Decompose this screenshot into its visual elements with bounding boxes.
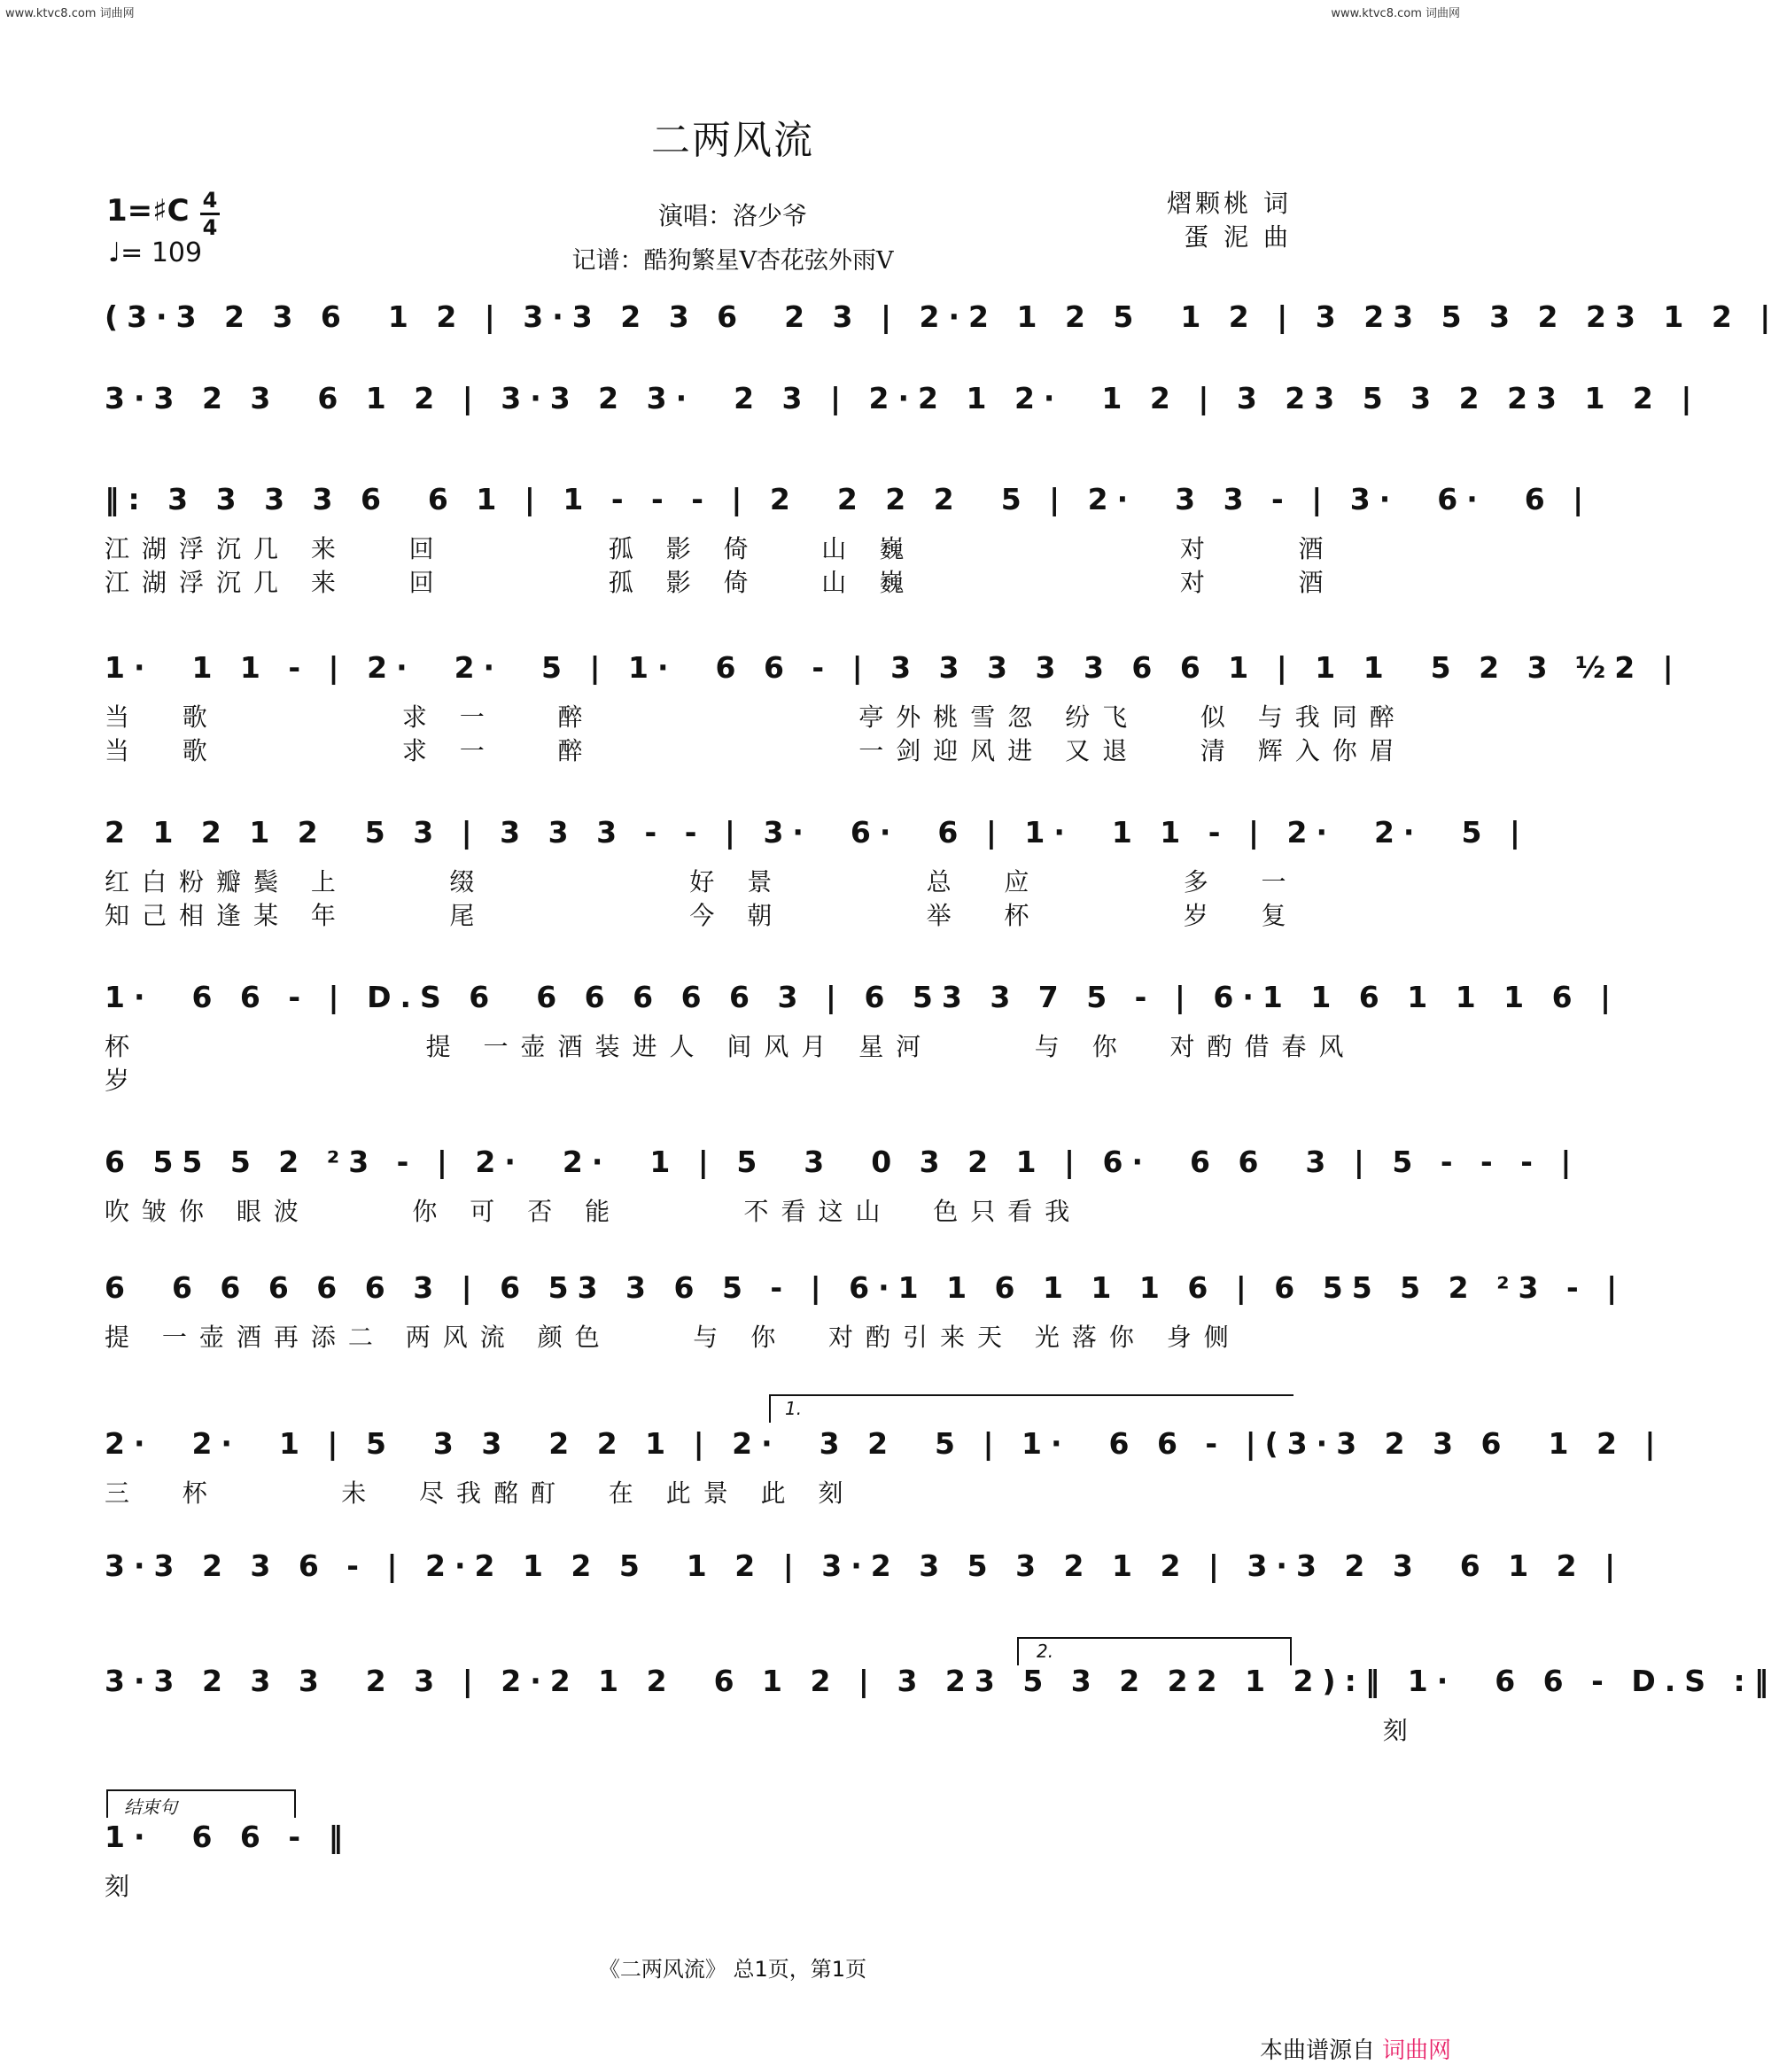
time-numerator: 4 [202, 188, 218, 213]
notation-line: 6 55 5 2 ²3 - | 2· 2· 1 | 5 3 0 3 2 1 | 6· 6 6 3 | 5 - - - | [105, 1145, 1581, 1179]
singer-credit: 演唱：洛少爷 [657, 201, 807, 230]
notation-line: 6 6 6 6 6 6 3 | 6 53 3 6 5 - | 6·1 1 6 1 1 1 6 | 6 55 5 2 ²3 - | [105, 1270, 1627, 1305]
score-row-12 [105, 1820, 1292, 1901]
lyric-line-1: 刻 [105, 1872, 143, 1901]
lyric-line-1: 杯 提 一壶酒装进人 间风月 星河 与 你 对酌借春风 [105, 1032, 1356, 1061]
notation-line: ‖: 3 3 3 3 6 6 1 | 1 - - - | 2 2 2 2 5 | 2· 3 3 - | 3· 6· 6 | [105, 482, 1593, 516]
notation-line: (3·3 2 3 6 1 2 | 3·3 2 3 6 2 3 | 2·2 1 2 5 1 2 | 3 23 5 3 2 23 1 2 | [105, 299, 1779, 334]
score-row-9 [105, 1426, 1665, 1508]
notation-line: 3·3 2 3 3 2 3 | 2·2 1 2 6 1 2 | 3 23 5 3 2 22 1 2):‖ 1· 6 6 - D.S :‖ [105, 1664, 1778, 1698]
composer-credit: 蛋 泥 曲 [1184, 222, 1292, 252]
second-ending-bracket [1017, 1637, 1292, 1665]
source-brand[interactable]: 词曲网 [1381, 2037, 1451, 2064]
lyric-line-1: 吹皱你 眼波 你 可 否 能 不看这山 色只看我 [105, 1197, 1083, 1226]
notation-line: 3·3 2 3 6 1 2 | 3·3 2 3· 2 3 | 2·2 1 2· 1 2 | 3 23 5 3 2 23 1 2 | [105, 381, 1701, 415]
first-ending-bracket [769, 1394, 1293, 1423]
coda-label: 结束句 [124, 1797, 177, 1818]
watermark-right: www.ktvc8.com 词曲网 [1331, 7, 1460, 20]
score-row-11 [105, 1664, 1778, 1745]
transcriber-credit: 记谱：酷狗繁星V杏花弦外雨V [571, 247, 894, 275]
notation-line: 2 1 2 1 2 5 3 | 3 3 3 - - | 3· 6· 6 | 1· 1 1 - | 2· 2· 5 | [105, 815, 1529, 850]
lyric-line-1: 刻 [105, 1716, 1420, 1745]
score-row-2 [105, 381, 1701, 429]
lyricist-credit: 熠颗桃 词 [1167, 189, 1292, 218]
score-row-5 [105, 815, 1529, 930]
second-ending-label: 2. [1037, 1641, 1054, 1662]
lyric-line-1: 江湖浮沉几 来 回 孤 影 倚 山 巍 对 酒 [105, 534, 1336, 563]
notation-line: 1· 1 1 - | 2· 2· 5 | 1· 6 6 - | 3 3 3 3 3 6 6 1 | 1 1 5 2 3 ½2 | [105, 650, 1682, 685]
song-title: 二两风流 [651, 118, 814, 163]
score-row-7 [105, 1145, 1581, 1226]
lyric-line-2: 当 歌 求 一 醉 一剑迎风进 又退 清 辉入你眉 [105, 736, 1407, 765]
lyric-line-1: 三 杯 未 尽我酩酊 在 此景 此 刻 [105, 1478, 856, 1508]
tempo-marking: ♩= 109 [108, 237, 203, 268]
source-text: 本曲谱源自 [1259, 2037, 1375, 2064]
key-signature: 1=♯C [106, 193, 190, 229]
score-row-6 [105, 980, 1620, 1095]
time-denominator: 4 [202, 215, 218, 240]
score-row-10 [105, 1548, 1625, 1596]
notation-line: 1· 6 6 - ‖ [105, 1820, 353, 1854]
score-row-3 [105, 482, 1593, 597]
watermark-left: www.ktvc8.com 词曲网 [5, 7, 135, 20]
lyric-line-1: 红白粉瓣鬓 上 缀 好 景 总 应 多 一 [105, 867, 1299, 896]
lyric-line-2: 江湖浮沉几 来 回 孤 影 倚 山 巍 对 酒 [105, 568, 1336, 597]
score-row-4 [105, 650, 1682, 765]
first-ending-label: 1. [785, 1398, 803, 1419]
time-signature [200, 190, 220, 238]
lyric-line-1: 当 歌 求 一 醉 亭外桃雪忽 纷飞 似 与我同醉 [105, 702, 1407, 732]
lyric-line-2: 岁 [105, 1066, 143, 1095]
source-credit [1260, 2032, 1451, 2065]
notation-line: 2· 2· 1 | 5 3 3 2 2 1 | 2· 3 2 5 | 1· 6 6 - |(3·3 2 3 6 1 2 | [105, 1426, 1665, 1461]
score-row-8 [105, 1270, 1627, 1352]
notation-line: 3·3 2 3 6 - | 2·2 1 2 5 1 2 | 3·2 3 5 3 2 1 2 | 3·3 2 3 6 1 2 | [105, 1548, 1625, 1583]
page-footer: 《二两风流》 总1页，第1页 [598, 1957, 867, 1982]
lyric-line-1: 提 一壶酒再添二 两风流 颜色 与 你 对酌引来天 光落你 身侧 [105, 1323, 1241, 1352]
notation-line: 1· 6 6 - | D.S 6 6 6 6 6 6 3 | 6 53 3 7 5 - | 6·1 1 6 1 1 1 6 | [105, 980, 1620, 1014]
score-row-1 [105, 299, 1779, 347]
lyric-line-2: 知己相逢某 年 尾 今 朝 举 杯 岁 复 [105, 901, 1299, 930]
